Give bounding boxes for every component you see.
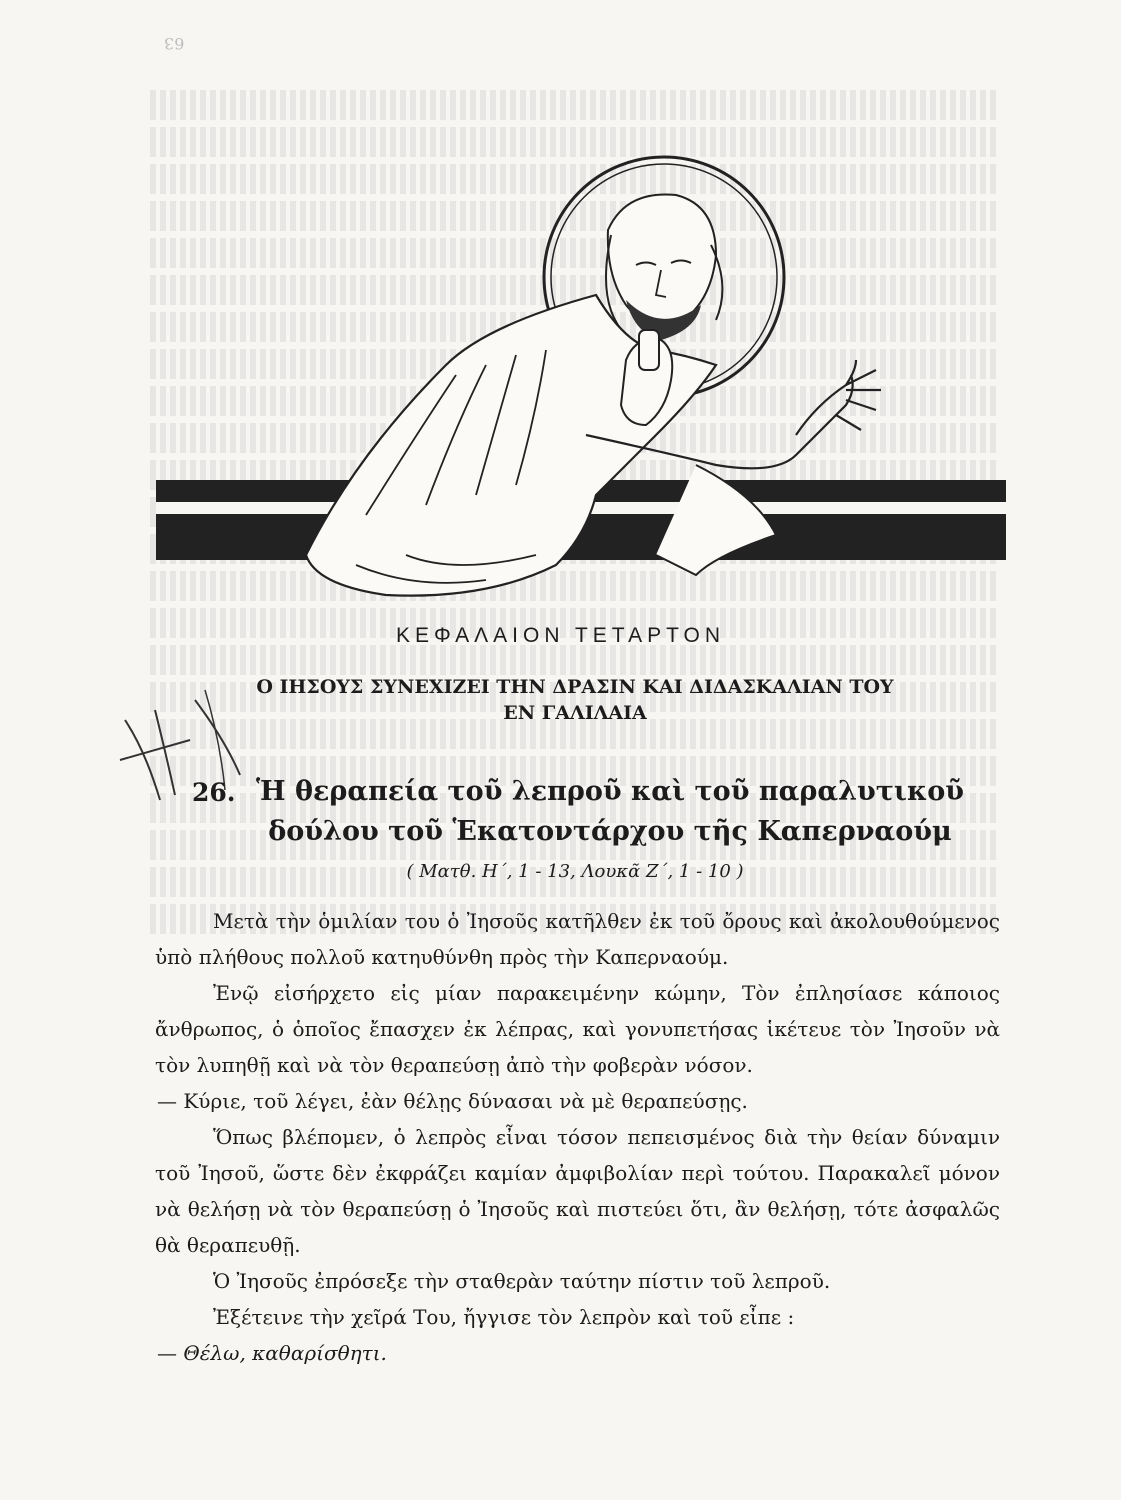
chapter-title-line: Ο ΙΗΣΟΥΣ ΣΥΝΕΧΙΖΕΙ ΤΗΝ ΔΡΑΣΙΝ ΚΑΙ ΔΙΔΑΣΚΑΛΙΑΝ ΤΟΥ bbox=[256, 676, 894, 698]
dialogue-line: — Κύριε, τοῦ λέγει, ἐὰν θέλῃς δύνασαι νὰ μὲ θεραπεύσῃς. bbox=[157, 1089, 748, 1113]
scripture-reference: ( Ματθ. Η΄, 1 - 13, Λουκᾶ Ζ΄, 1 - 10 ) bbox=[406, 861, 744, 882]
paragraph: Μετὰ τὴν ὁμιλίαν του ὁ Ἰησοῦς κατῆλθεν ἐκ τοῦ ὄρους καὶ ἀκολουθούμενος ὑπὸ πλήθους πολλοῦ κατηυθύνθη πρὸς τὴν Καπερναούμ. bbox=[155, 909, 1000, 969]
page-number: 63 bbox=[164, 34, 185, 53]
section-title bbox=[230, 772, 990, 852]
section-title-line: δούλου τοῦ Ἑκατοντάρχου τῆς Καπερναούμ bbox=[268, 816, 952, 847]
paragraph: Ὁ Ἰησοῦς ἐπρόσεξε τὴν σταθερὰν ταύτην πίστιν τοῦ λεπροῦ. bbox=[213, 1269, 831, 1293]
dialogue-line: — Θέλω, καθαρίσθητι. bbox=[157, 1341, 387, 1365]
body-text bbox=[155, 903, 1000, 1371]
paragraph: Ἐνῷ εἰσήρχετο εἰς μίαν παρακειμένην κώμην, Τὸν ἐπλησίασε κάποιος ἄνθρωπος, ὁ ὁποῖος ἔπασχεν ἐκ λέπρας, καὶ γονυπετήσας ἱκέτευε τὸν Ἰησοῦν νὰ τὸν λυπηθῇ καὶ νὰ τὸν θεραπεύσῃ ἀπὸ τὴν φοβερὰν νόσον. bbox=[155, 981, 1000, 1077]
paragraph: Ἐξέτεινε τὴν χεῖρά Του, ἤγγισε τὸν λεπρὸν καὶ τοῦ εἶπε : bbox=[213, 1305, 795, 1329]
section-title-line: Ἡ θεραπεία τοῦ λεπροῦ καὶ τοῦ παραλυτικοῦ bbox=[256, 776, 964, 807]
chapter-title-line: ΕΝ ΓΑΛΙΛΑΙΑ bbox=[503, 702, 647, 724]
chapter-title bbox=[150, 674, 1000, 726]
chapter-label: ΚΕΦΑΛΑΙΟΝ ΤΕΤΑΡΤΟΝ bbox=[395, 624, 726, 647]
christ-illustration bbox=[156, 135, 1006, 605]
paragraph: Ὅπως βλέπομεν, ὁ λεπρὸς εἶναι τόσον πεπεισμένος διὰ τὴν θείαν δύναμιν τοῦ Ἰησοῦ, ὥστε δὲν ἐκφράζει καμίαν ἀμφιβολίαν περὶ τούτου. Παρακαλεῖ μόνον νὰ θελήσῃ νὰ τὸν θεραπεύσῃ ὁ Ἰησοῦς καὶ πιστεύει ὅτι, ἂν θελήσῃ, τότε ἀσφαλῶς θὰ θεραπευθῇ. bbox=[155, 1125, 1000, 1257]
section-number: 26. bbox=[192, 778, 236, 807]
